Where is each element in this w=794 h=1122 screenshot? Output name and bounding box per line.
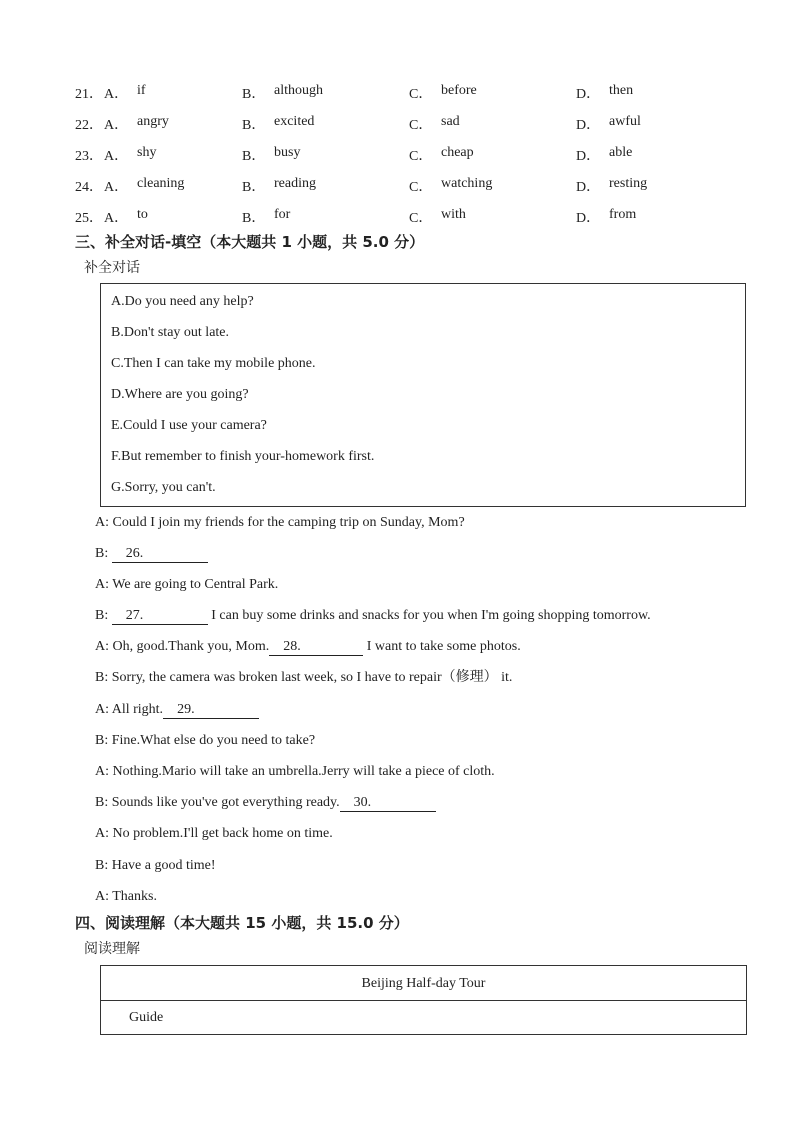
question-row <box>0 145 794 163</box>
option-letter: A． <box>104 211 129 226</box>
dialogue-line <box>95 638 521 656</box>
dialogue-line: A: No problem.I'll get back home on time. <box>95 826 333 841</box>
option-text: if <box>137 83 146 98</box>
dialogue-text: A: All right. <box>95 702 164 717</box>
answer-blank[interactable]: 26. <box>112 546 208 563</box>
options-box <box>100 283 746 507</box>
section-subheading: 阅读理解 <box>84 941 140 957</box>
dialogue-text: I can buy some drinks and snacks for you when I'm going shopping tomorrow. <box>207 608 651 623</box>
option-text: shy <box>137 145 157 160</box>
question-row <box>0 207 794 225</box>
option-text: sad <box>441 114 460 129</box>
dialogue-text: A: Oh, good.Thank you, Mom. <box>95 639 270 654</box>
question-number: 25． <box>75 211 103 226</box>
speaker: B: <box>95 608 112 623</box>
option-text: watching <box>441 176 493 191</box>
option-text: to <box>137 207 148 222</box>
option-text: cleaning <box>137 176 185 191</box>
box-option: A.Do you need any help? <box>111 294 254 309</box>
option-text: cheap <box>441 145 474 160</box>
option-text: before <box>441 83 477 98</box>
dialogue-line <box>95 545 208 563</box>
option-letter: D． <box>576 180 601 195</box>
tour-table <box>100 965 747 1035</box>
option-text: resting <box>609 176 648 191</box>
answer-blank[interactable]: 29. <box>163 702 259 719</box>
box-option: G.Sorry, you can't. <box>111 480 216 495</box>
option-text: reading <box>274 176 316 191</box>
option-letter: C． <box>409 118 433 133</box>
option-text: from <box>609 207 637 222</box>
dialogue-line: B: Sorry, the camera was broken last week, so I have to repair（修理） it. <box>95 670 513 685</box>
dialogue-line: A: Nothing.Mario will take an umbrella.Jerry will take a piece of cloth. <box>95 764 495 779</box>
box-option: E.Could I use your camera? <box>111 418 267 433</box>
box-option: F.But remember to finish your-homework first. <box>111 449 375 464</box>
dialogue-line <box>95 794 436 812</box>
dialogue-line: A: Could I join my friends for the camping trip on Sunday, Mom? <box>95 515 465 530</box>
question-number: 24． <box>75 180 103 195</box>
box-option: D.Where are you going? <box>111 387 249 402</box>
question-number: 23． <box>75 149 103 164</box>
section-heading: 四、阅读理解（本大题共 15 小题，共 15.0 分） <box>75 914 409 932</box>
question-row <box>0 176 794 194</box>
answer-blank[interactable]: 27. <box>112 608 208 625</box>
option-letter: B． <box>242 211 266 226</box>
option-text: for <box>274 207 291 222</box>
question-row <box>0 83 794 101</box>
option-letter: B． <box>242 149 266 164</box>
dialogue-line <box>95 701 259 719</box>
option-letter: C． <box>409 87 433 102</box>
option-letter: C． <box>409 180 433 195</box>
dialogue-line: A: We are going to Central Park. <box>95 577 279 592</box>
question-row <box>0 114 794 132</box>
question-number: 22． <box>75 118 103 133</box>
section-subheading: 补全对话 <box>84 260 140 276</box>
option-letter: D． <box>576 211 601 226</box>
option-letter: D． <box>576 118 601 133</box>
option-text: busy <box>274 145 301 160</box>
option-letter: A． <box>104 149 129 164</box>
answer-blank[interactable]: 30. <box>340 795 436 812</box>
option-text: able <box>609 145 633 160</box>
answer-blank[interactable]: 28. <box>269 639 363 656</box>
option-letter: B． <box>242 87 266 102</box>
option-letter: C． <box>409 211 433 226</box>
section-heading: 三、补全对话-填空（本大题共 1 小题，共 5.0 分） <box>75 233 425 251</box>
question-number: 21． <box>75 87 103 102</box>
dialogue-line: A: Thanks. <box>95 889 157 904</box>
option-text: awful <box>609 114 641 129</box>
dialogue-text: I want to take some photos. <box>363 639 521 654</box>
option-letter: A． <box>104 180 129 195</box>
option-letter: C． <box>409 149 433 164</box>
speaker: B: <box>95 546 112 561</box>
option-text: although <box>274 83 323 98</box>
option-letter: D． <box>576 87 601 102</box>
table-title: Beijing Half-day Tour <box>361 976 486 991</box>
dialogue-text: B: Sounds like you've got everything ready. <box>95 795 340 810</box>
option-text: then <box>609 83 634 98</box>
option-letter: B． <box>242 118 266 133</box>
option-text: excited <box>274 114 315 129</box>
dialogue-line: B: Have a good time! <box>95 858 216 873</box>
option-letter: A． <box>104 118 129 133</box>
dialogue-line: B: Fine.What else do you need to take? <box>95 733 316 748</box>
dialogue-line <box>95 607 651 625</box>
option-letter: D． <box>576 149 601 164</box>
option-text: with <box>441 207 466 222</box>
option-letter: A． <box>104 87 129 102</box>
table-row-label: Guide <box>129 1010 164 1025</box>
table-divider <box>101 1000 746 1001</box>
option-letter: B． <box>242 180 266 195</box>
box-option: B.Don't stay out late. <box>111 325 230 340</box>
option-text: angry <box>137 114 169 129</box>
box-option: C.Then I can take my mobile phone. <box>111 356 316 371</box>
